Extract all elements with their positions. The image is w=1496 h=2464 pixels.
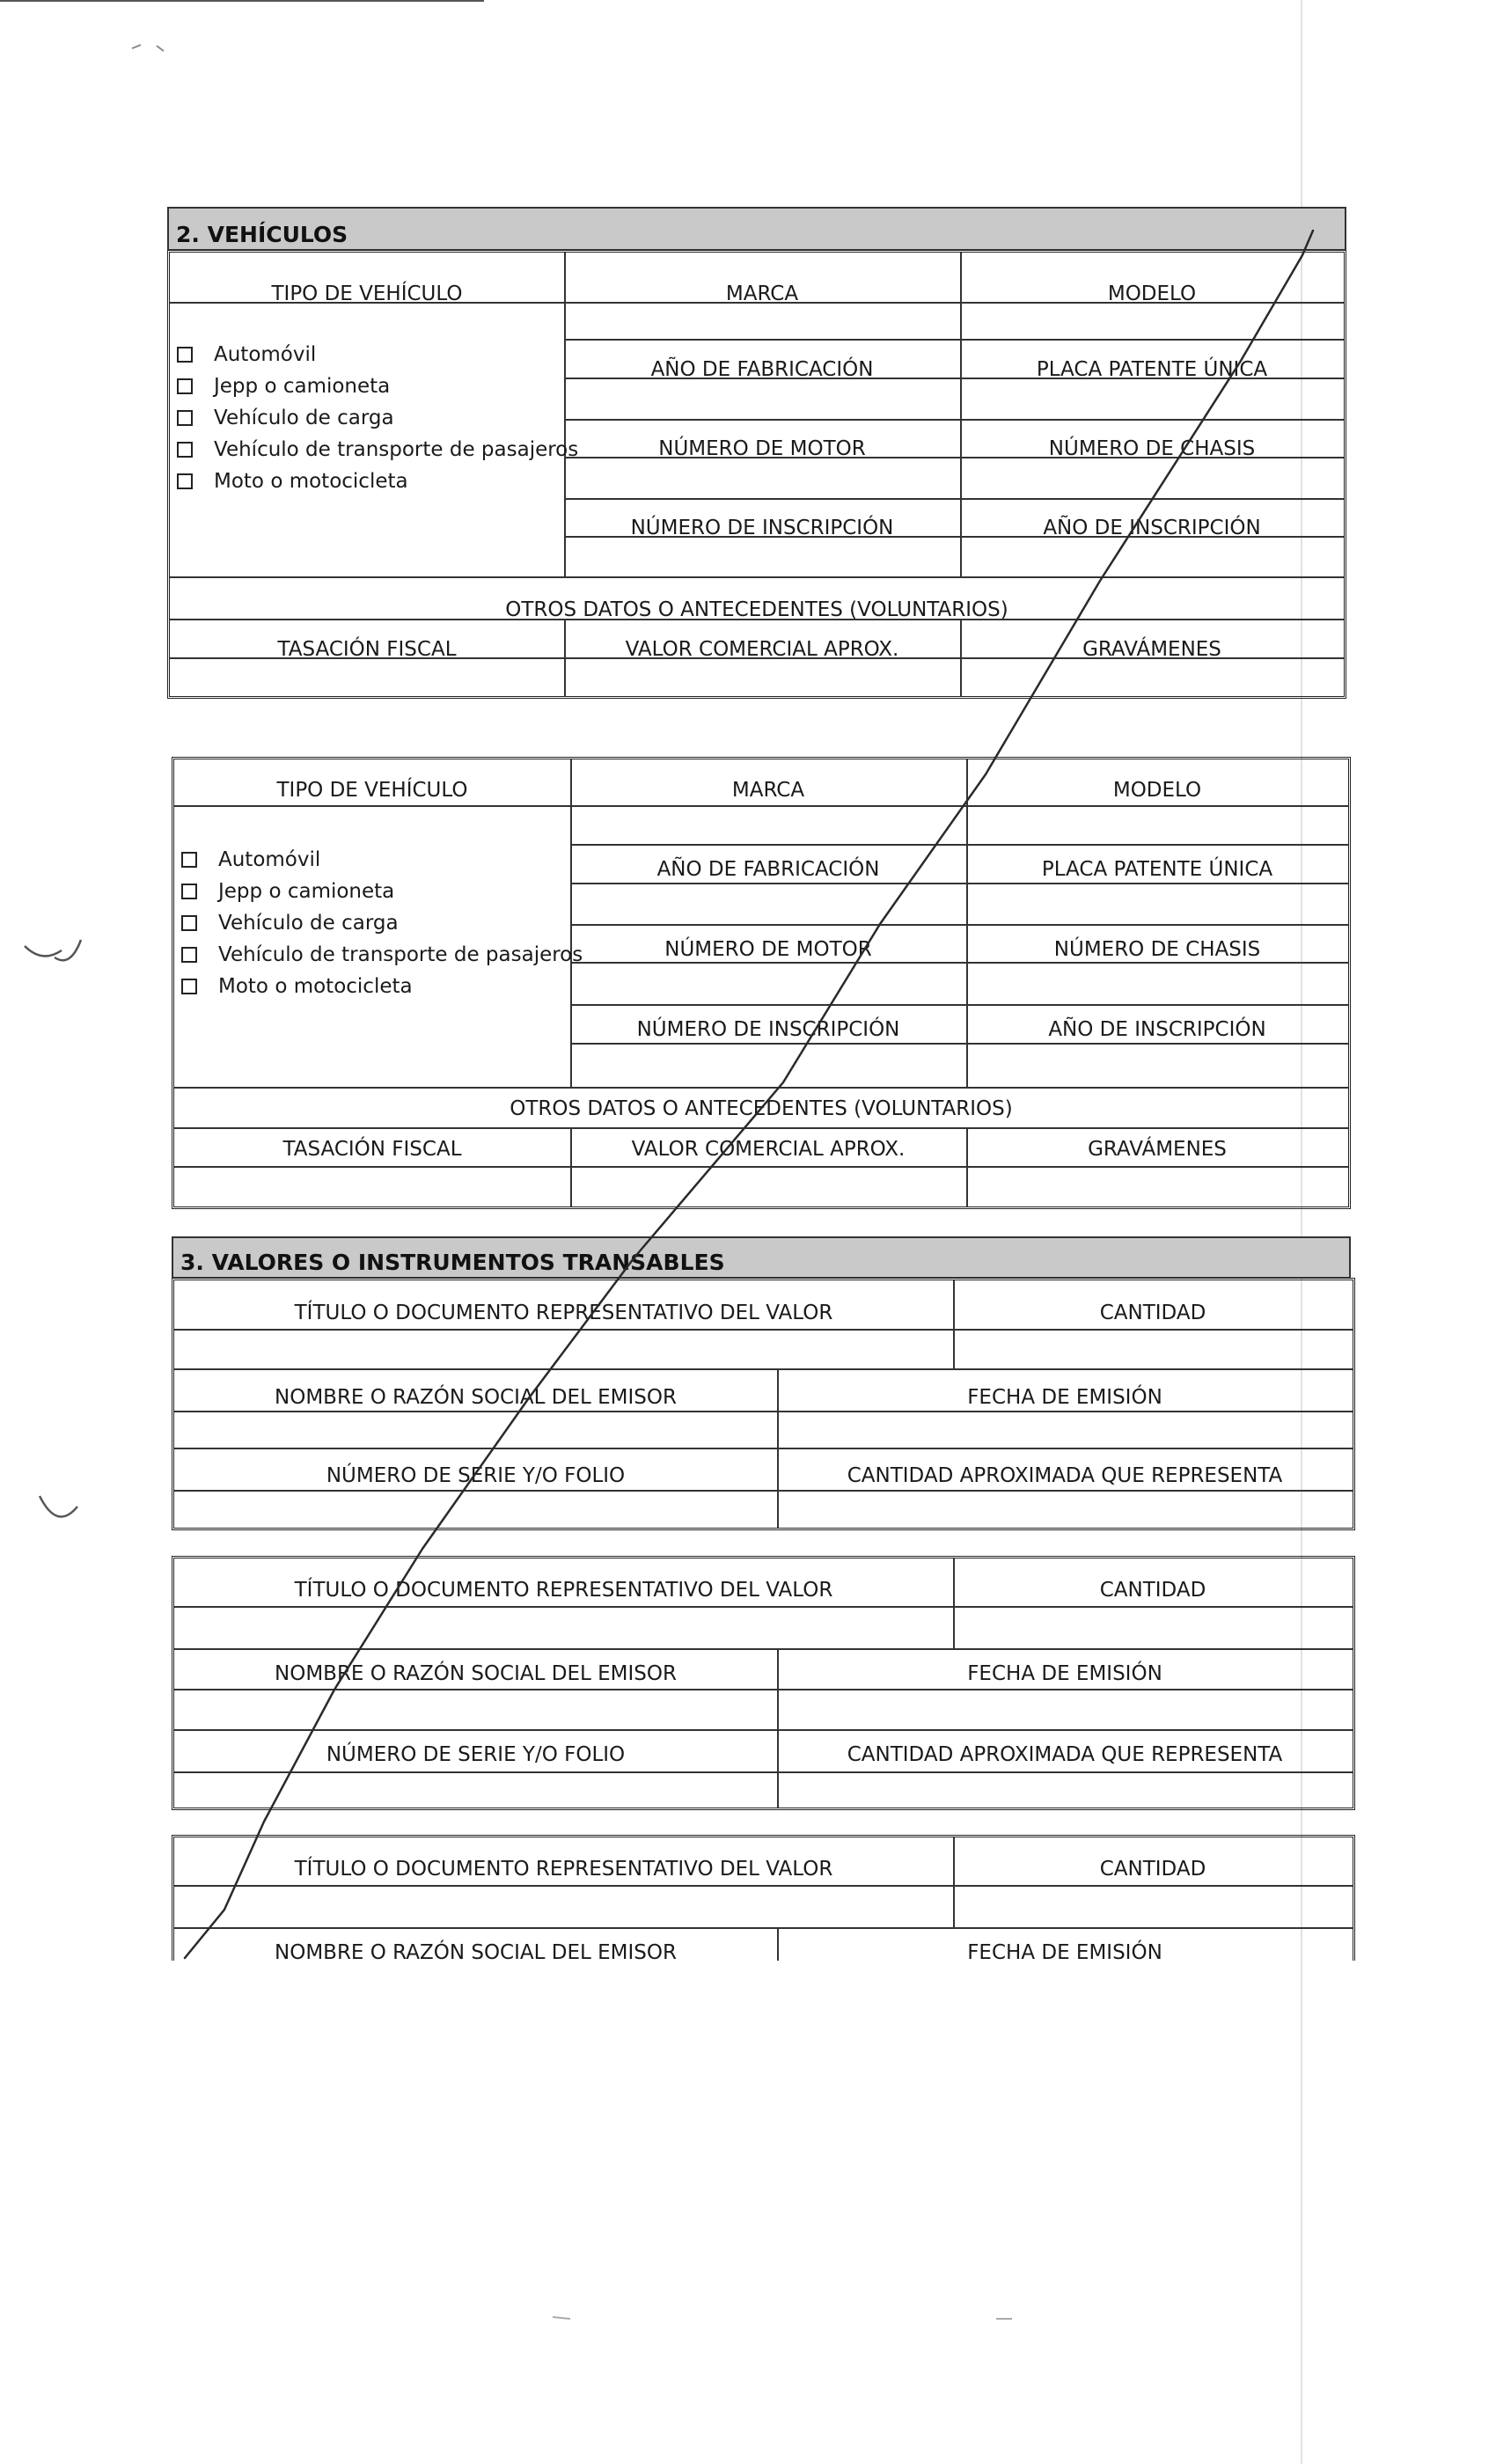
section-3-title: 3. VALORES O INSTRUMENTOS TRANSABLES (180, 1250, 725, 1275)
row-divider (174, 1166, 1348, 1168)
binder-hole-mark (25, 940, 81, 960)
anio-fabricacion-header: AÑO DE FABRICACIÓN (650, 358, 874, 381)
checkbox-icon[interactable] (177, 410, 193, 426)
section-2-header (167, 207, 1346, 251)
option-label: Vehículo de transporte de pasajeros (214, 438, 579, 461)
checkbox-icon[interactable] (181, 852, 197, 868)
row-divider (174, 1729, 1353, 1731)
cantidad-aproximada-header: CANTIDAD APROXIMADA QUE REPRESENTA (847, 1743, 1283, 1766)
checkbox-icon[interactable] (177, 378, 193, 394)
option-label: Automóvil (214, 343, 317, 366)
modelo-header: MODELO (1107, 282, 1197, 305)
tasacion-fiscal-header: TASACIÓN FISCAL (282, 1138, 462, 1161)
section-3-header (172, 1236, 1351, 1279)
numero-inscripcion-header: NÚMERO DE INSCRIPCIÓN (636, 1018, 900, 1041)
checkbox-icon[interactable] (177, 473, 193, 489)
emisor-header: NOMBRE O RAZÓN SOCIAL DEL EMISOR (275, 1386, 677, 1409)
row-divider (570, 844, 1348, 846)
anio-inscripcion-header: AÑO DE INSCRIPCIÓN (1048, 1018, 1266, 1041)
checkbox-icon[interactable] (177, 347, 193, 363)
option-pasajeros[interactable] (177, 434, 578, 466)
row-divider (174, 1411, 1353, 1412)
tipo-vehiculo-header: TIPO DE VEHÍCULO (276, 779, 468, 802)
numero-motor-header: NÚMERO DE MOTOR (658, 437, 866, 460)
fecha-emision-header: FECHA DE EMISIÓN (967, 1662, 1162, 1685)
vehicle-type-options (177, 339, 578, 497)
placa-patente-header: PLACA PATENTE ÚNICA (1036, 358, 1268, 381)
gravamenes-header: GRAVÁMENES (1082, 638, 1221, 661)
option-label: Automóvil (218, 848, 321, 871)
option-pasajeros[interactable] (181, 939, 583, 971)
emisor-header: NOMBRE O RAZÓN SOCIAL DEL EMISOR (275, 1941, 677, 1964)
checkbox-icon[interactable] (177, 442, 193, 458)
row-divider (174, 805, 1348, 807)
option-label: Vehículo de carga (218, 912, 399, 935)
checkbox-icon[interactable] (181, 884, 197, 899)
row-divider (174, 1490, 1353, 1492)
marca-header: MARCA (725, 282, 799, 305)
otros-datos-header: OTROS DATOS O ANTECEDENTES (VOLUNTARIOS) (505, 598, 1008, 621)
row-divider (174, 1127, 1348, 1129)
valor-comercial-header: VALOR COMERCIAL APROX. (625, 638, 899, 661)
numero-serie-header: NÚMERO DE SERIE Y/O FOLIO (326, 1464, 626, 1487)
vehicle-type-options (181, 844, 583, 1002)
titulo-documento-header: TÍTULO O DOCUMENTO REPRESENTATIVO DEL VALOR (294, 1858, 833, 1881)
numero-inscripcion-header: NÚMERO DE INSCRIPCIÓN (630, 517, 894, 539)
option-label: Jepp o camioneta (218, 880, 395, 903)
row-divider (174, 1927, 1353, 1929)
modelo-header: MODELO (1112, 779, 1202, 802)
titulo-documento-header: TÍTULO O DOCUMENTO REPRESENTATIVO DEL VALOR (294, 1302, 833, 1324)
row-divider (174, 1771, 1353, 1773)
row-divider (170, 576, 1344, 578)
row-divider (174, 1087, 1348, 1089)
row-divider (174, 1606, 1353, 1608)
option-moto[interactable] (177, 466, 578, 497)
option-label: Jepp o camioneta (214, 375, 391, 398)
anio-inscripcion-header: AÑO DE INSCRIPCIÓN (1043, 517, 1261, 539)
row-divider (174, 1648, 1353, 1650)
gravamenes-header: GRAVÁMENES (1088, 1138, 1227, 1161)
row-divider (174, 1368, 1353, 1370)
row-divider (564, 419, 1344, 421)
row-divider (570, 883, 1348, 884)
option-label: Moto o motocicleta (214, 470, 408, 493)
cantidad-header: CANTIDAD (1099, 1302, 1206, 1324)
emisor-header: NOMBRE O RAZÓN SOCIAL DEL EMISOR (275, 1662, 677, 1685)
row-divider (174, 1689, 1353, 1690)
option-carga[interactable] (177, 402, 578, 434)
row-divider (570, 962, 1348, 964)
option-automovil[interactable] (177, 339, 578, 370)
cantidad-aproximada-header: CANTIDAD APROXIMADA QUE REPRESENTA (847, 1464, 1283, 1487)
row-divider (570, 1043, 1348, 1045)
row-divider (570, 1004, 1348, 1006)
option-camioneta[interactable] (181, 876, 583, 907)
col-divider (953, 1558, 955, 1648)
tipo-vehiculo-header: TIPO DE VEHÍCULO (271, 282, 463, 305)
tasacion-fiscal-header: TASACIÓN FISCAL (277, 638, 457, 661)
anio-fabricacion-header: AÑO DE FABRICACIÓN (656, 858, 880, 881)
titulo-documento-header: TÍTULO O DOCUMENTO REPRESENTATIVO DEL VALOR (294, 1579, 833, 1602)
option-camioneta[interactable] (177, 370, 578, 402)
marca-header: MARCA (731, 779, 805, 802)
vehicle-block-2 (172, 757, 1351, 1209)
row-divider (174, 1448, 1353, 1449)
valor-comercial-header: VALOR COMERCIAL APROX. (631, 1138, 906, 1161)
checkbox-icon[interactable] (181, 979, 197, 994)
row-divider (570, 924, 1348, 926)
option-carga[interactable] (181, 907, 583, 939)
cantidad-header: CANTIDAD (1099, 1858, 1206, 1881)
valores-block-2 (172, 1556, 1355, 1810)
row-divider (174, 1885, 1353, 1887)
row-divider (564, 339, 1344, 341)
vehicle-block-1 (167, 250, 1346, 699)
numero-serie-header: NÚMERO DE SERIE Y/O FOLIO (326, 1743, 626, 1766)
section-2-title: 2. VEHÍCULOS (176, 222, 348, 247)
scan-speck (132, 45, 164, 51)
numero-motor-header: NÚMERO DE MOTOR (664, 938, 872, 961)
col-divider (953, 1280, 955, 1368)
otros-datos-header: OTROS DATOS O ANTECEDENTES (VOLUNTARIOS) (510, 1097, 1013, 1120)
option-label: Vehículo de carga (214, 407, 394, 429)
fecha-emision-header: FECHA DE EMISIÓN (967, 1386, 1162, 1409)
col-divider (953, 1837, 955, 1927)
valores-block-3 (172, 1835, 1355, 1964)
option-automovil[interactable] (181, 844, 583, 876)
binder-hole-mark (40, 1496, 77, 1517)
row-divider (564, 498, 1344, 500)
placa-patente-header: PLACA PATENTE ÚNICA (1041, 858, 1273, 881)
option-label: Vehículo de transporte de pasajeros (218, 943, 583, 966)
option-label: Moto o motocicleta (218, 975, 413, 998)
checkbox-icon[interactable] (181, 947, 197, 963)
numero-chasis-header: NÚMERO DE CHASIS (1053, 938, 1261, 961)
row-divider (174, 1329, 1353, 1331)
valores-block-1 (172, 1278, 1355, 1530)
top-edge-line (0, 0, 484, 2)
numero-chasis-header: NÚMERO DE CHASIS (1048, 437, 1256, 460)
checkbox-icon[interactable] (181, 915, 197, 931)
option-moto[interactable] (181, 971, 583, 1002)
scan-speck (553, 2317, 1012, 2319)
cantidad-header: CANTIDAD (1099, 1579, 1206, 1602)
fecha-emision-header: FECHA DE EMISIÓN (967, 1941, 1162, 1964)
